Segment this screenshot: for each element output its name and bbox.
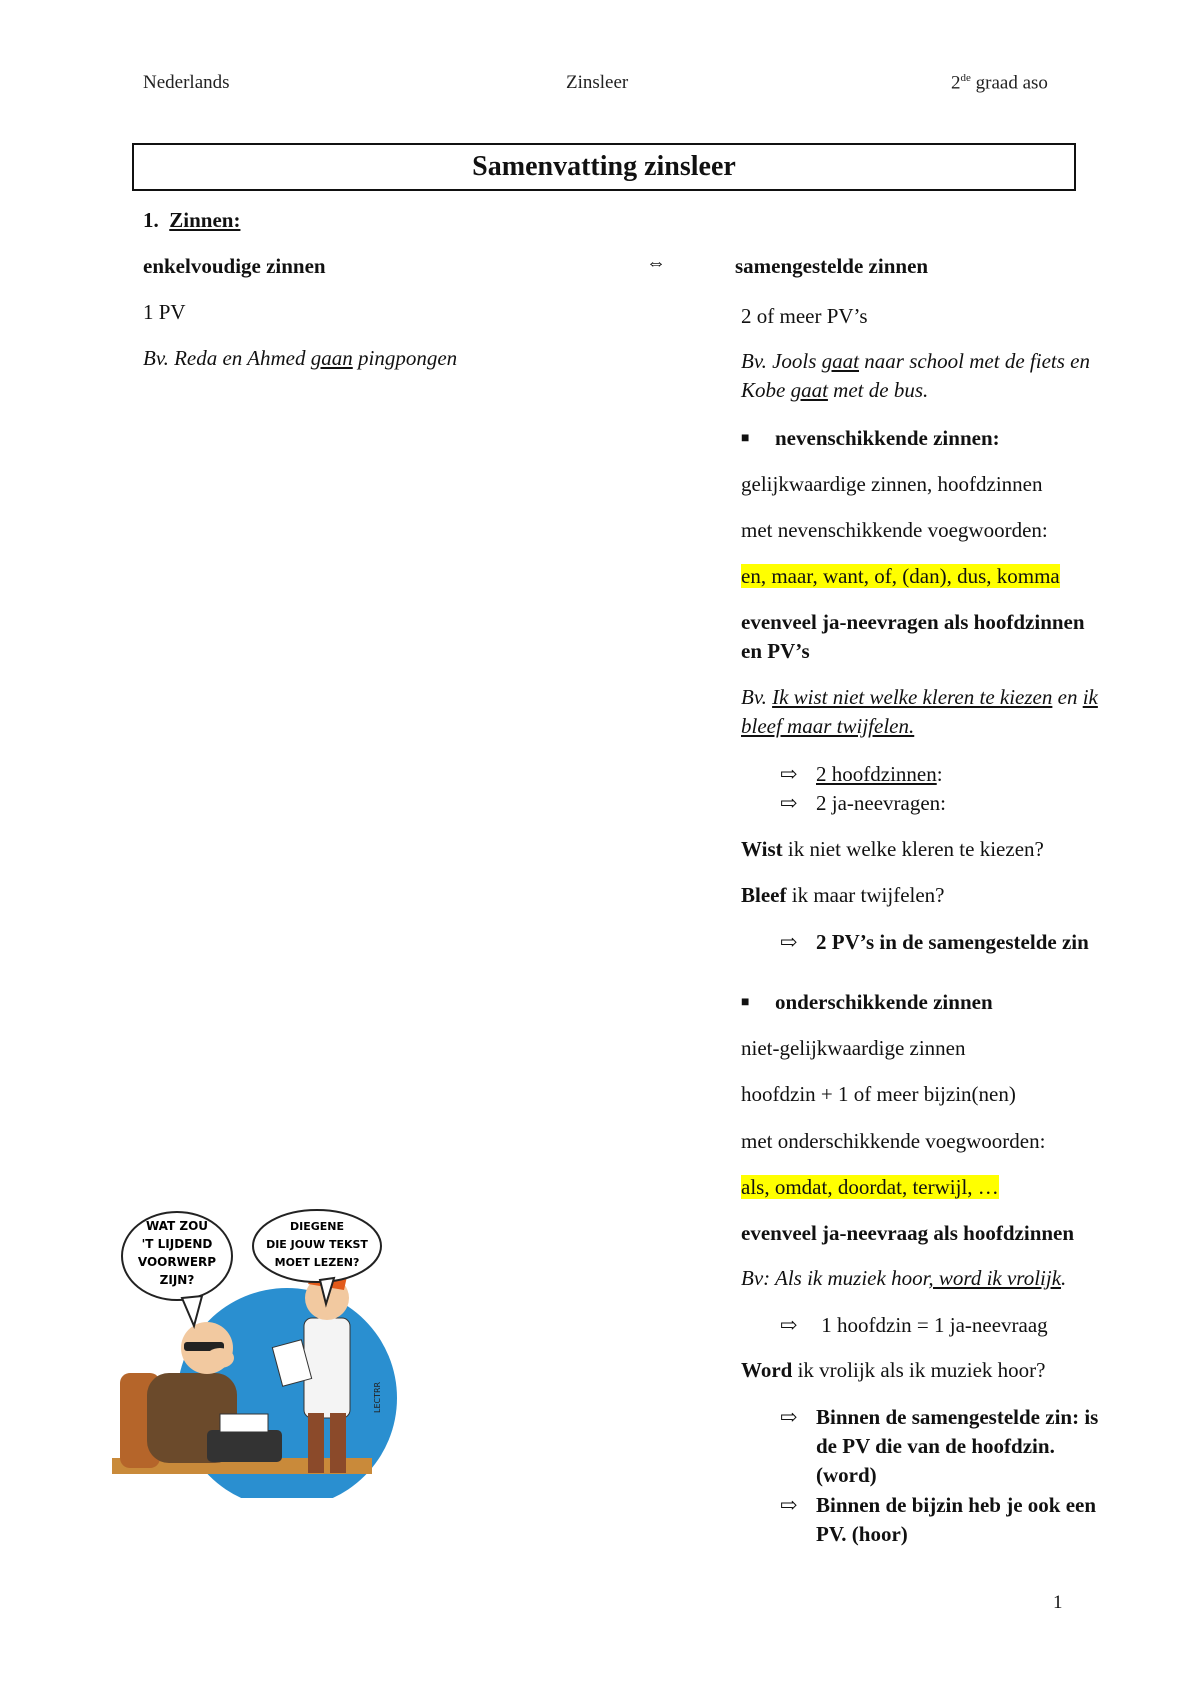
bubble2-line: DIE JOUW TEKST [266, 1238, 368, 1251]
left-example: Bv. Reda en Ahmed gaan pingpongen [143, 346, 458, 370]
left-pv: 1 PV [143, 300, 186, 324]
onder-question: Word ik vrolijk als ik muziek hoor? [741, 1358, 1046, 1382]
header-subject: Nederlands [143, 72, 230, 93]
cartoon-signature: LECTRR [373, 1381, 382, 1413]
arrow-right-icon: ⇨ [780, 762, 798, 786]
onder-example: Bv: Als ik muziek hoor, word ik vrolijk. [741, 1266, 1067, 1290]
arrow-right-icon: ⇨ [780, 930, 798, 954]
onder-arrow-bijzin: ⇨ Binnen de bijzin heb je ook een PV. (hoor) [780, 1491, 1180, 1549]
arrow-right-icon: ⇨ [780, 1493, 798, 1517]
neven-question1: Wist ik niet welke kleren te kiezen? [741, 837, 1044, 861]
onder-rule: evenveel ja-neevraag als hoofdzinnen [741, 1221, 1075, 1245]
onder-line2: hoofdzin + 1 of meer bijzin(nen) [741, 1082, 1016, 1106]
header-topic: Zinsleer [566, 72, 629, 93]
bubble1-line: 'T LIJDEND [141, 1237, 213, 1251]
neven-arrow-hoofdzinnen: ⇨ 2 hoofdzinnen: [780, 760, 943, 789]
onder-heading: ■ onderschikkende zinnen [741, 988, 993, 1017]
standing-man-body [304, 1318, 350, 1418]
typewriter [207, 1430, 282, 1462]
onder-arrow-hoofdzin: ⇨ Binnen de samengestelde zin: is de PV die van de hoofdzin. (word) [780, 1403, 1180, 1490]
bullet-icon: ■ [741, 995, 750, 1010]
right-heading: samengestelde zinnen [735, 254, 929, 278]
neven-heading: ■ nevenschikkende zinnen: [741, 424, 1000, 453]
section-heading: 1. Zinnen: [143, 208, 241, 232]
right-example: Bv. Jools gaat naar school met de fiets en Kobe gaat met de bus. [741, 349, 1090, 402]
neven-line1: gelijkwaardige zinnen, hoofdzinnen [741, 472, 1043, 496]
page-number: 1 [1053, 1592, 1063, 1613]
bubble2-line: MOET LEZEN? [274, 1256, 360, 1269]
bubble1-line: VOORWERP [137, 1255, 217, 1269]
neven-line2: met nevenschikkende voegwoorden: [741, 518, 1048, 542]
arrow-right-icon: ⇨ [780, 1405, 798, 1429]
neven-example: Bv. Ik wist niet welke kleren te kiezen en ik bleef maar twijfelen. [741, 685, 1098, 738]
arrow-right-icon: ⇨ [780, 1313, 798, 1337]
bubble1-line: ZIJN? [159, 1273, 195, 1287]
neven-arrow-neevragen: ⇨ 2 ja-neevragen: [780, 789, 946, 818]
bubble1-line: WAT ZOU [145, 1219, 209, 1233]
onder-conjunctions: als, omdat, doordat, terwijl, … [741, 1175, 999, 1199]
onder-line1: niet-gelijkwaardige zinnen [741, 1036, 966, 1060]
neven-conjunctions: en, maar, want, of, (dan), dus, komma [741, 564, 1060, 588]
neven-rule: evenveel ja-neevragen als hoofdzinnen en PV’s [741, 610, 1085, 663]
neven-arrow-pv: ⇨ 2 PV’s in de samengestelde zin [780, 928, 1089, 957]
left-heading: enkelvoudige zinnen [143, 254, 326, 278]
neven-question2: Bleef ik maar twijfelen? [741, 883, 945, 907]
onder-line3: met onderschikkende voegwoorden: [741, 1129, 1046, 1153]
equivalence-icon: ⇔ [646, 252, 666, 274]
arrow-right-icon: ⇨ [780, 791, 798, 815]
right-pv: 2 of meer PV’s [741, 304, 868, 328]
page-title: Samenvatting zinsleer [132, 143, 1076, 191]
bullet-icon: ■ [741, 431, 750, 446]
bubble2-line: DIEGENE [289, 1220, 345, 1233]
cartoon-illustration [112, 1208, 412, 1498]
header-grade: 2de graad aso [951, 72, 1048, 94]
onder-arrow-neevraag: ⇨ 1 hoofdzin = 1 ja-neevraag [780, 1311, 1048, 1340]
